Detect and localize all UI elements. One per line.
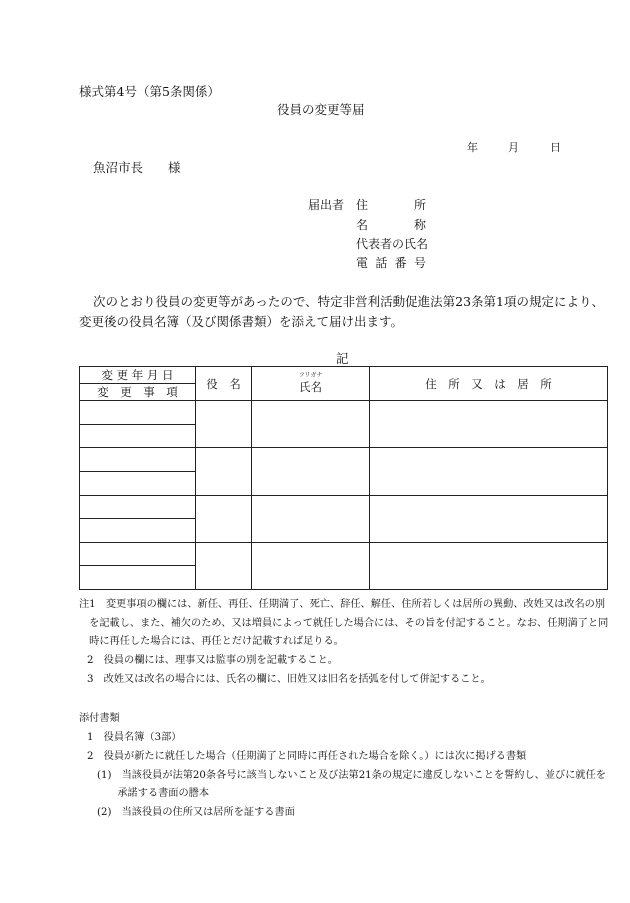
note-2: 2 役員の欄には、理事又は監事の別を記載すること。 (87, 655, 338, 666)
cell-role-3[interactable] (196, 495, 252, 542)
attachment-subitem-2: (2) 当該役員の住所又は居所を証する書面 (97, 807, 295, 818)
cell-name-3[interactable] (252, 495, 370, 542)
note-1-line-2: を記載し、また、補欠のため、又は増員によって就任した場合には、その旨を付記すること。なお、任期満了と同 (79, 618, 609, 629)
cell-name-2[interactable] (252, 448, 370, 495)
date-month-label: 月 (508, 141, 519, 154)
cell-change-item-2[interactable] (80, 471, 196, 495)
cell-address-2[interactable] (370, 448, 608, 495)
cell-address-1[interactable] (370, 401, 608, 448)
submitter-prefix: 届出者 (308, 198, 345, 212)
cell-role-2[interactable] (196, 448, 252, 495)
attachment-subitem-1-line-1: (1) 当該役員が法第20条各号に該当しないこと及び法第21条の規定に違反しないことを誓約し、並びに就任を (97, 770, 606, 781)
cell-address-3[interactable] (370, 495, 608, 542)
submitter-phone-label: 電 話 番 号 (356, 256, 426, 270)
addressee: 魚沼市長 様 (93, 160, 181, 175)
cell-role-1[interactable] (196, 401, 252, 448)
submitter-name-label: 名 称 (356, 218, 426, 232)
header-role: 役 名 (196, 367, 252, 401)
furigana-label: フリガナ (298, 371, 323, 379)
date-year-label: 年 (467, 141, 478, 154)
note-1-line-3: 時に再任した場合には、再任とだけ記載すれば足りる。 (79, 636, 344, 647)
cell-role-4[interactable] (196, 542, 252, 589)
cell-change-date-4[interactable] (80, 542, 196, 566)
attachment-subitem-1-line-2: 承諾する書面の謄本 (97, 788, 210, 799)
body-text-line-2: 変更後の役員名簿（及び関係書類）を添えて届け出ます。 (79, 314, 404, 329)
cell-change-item-4[interactable] (80, 566, 196, 590)
ki-label: 記 (336, 351, 349, 366)
header-name: フリガナ 氏名 (252, 367, 370, 401)
header-change-item: 変 更 事 項 (80, 384, 196, 401)
note-3: 3 改姓又は改名の場合には、氏名の欄に、旧姓又は旧名を括弧を付して併記すること。 (87, 674, 491, 685)
cell-name-1[interactable] (252, 401, 370, 448)
attachment-item-2: 2 役員が新たに就任した場合（任期満了と同時に再任された場合を除く。）には次に掲げる書類 (87, 751, 527, 762)
cell-change-date-3[interactable] (80, 495, 196, 519)
officer-change-table (79, 366, 608, 590)
cell-change-item-3[interactable] (80, 519, 196, 543)
cell-change-item-1[interactable] (80, 424, 196, 448)
cell-address-4[interactable] (370, 542, 608, 589)
body-text-line-1: 次のとおり役員の変更等があったので、特定非営利活動促進法第23条第1項の規定により、 (93, 294, 604, 309)
submitter-address-label: 住 所 (356, 198, 426, 212)
submitter-representative-label: 代表者の氏名 (356, 237, 429, 251)
document-title: 役員の変更等届 (277, 102, 365, 117)
note-1-line-1: 注1 変更事項の欄には、新任、再任、任期満了、死亡、辞任、解任、住所若しくは居所の異動、改姓又は改名の別 (79, 599, 606, 610)
cell-change-date-1[interactable] (80, 401, 196, 425)
form-number: 様式第4号（第5条関係） (79, 84, 220, 99)
attachment-item-1: 1 役員名簿（3部） (87, 732, 182, 743)
header-change-date: 変 更 年 月 日 (80, 367, 196, 384)
cell-change-date-2[interactable] (80, 448, 196, 472)
date-day-label: 日 (550, 141, 561, 154)
header-address: 住 所 又 は 居 所 (370, 367, 608, 401)
attachments-heading: 添付書類 (79, 713, 120, 724)
cell-name-4[interactable] (252, 542, 370, 589)
